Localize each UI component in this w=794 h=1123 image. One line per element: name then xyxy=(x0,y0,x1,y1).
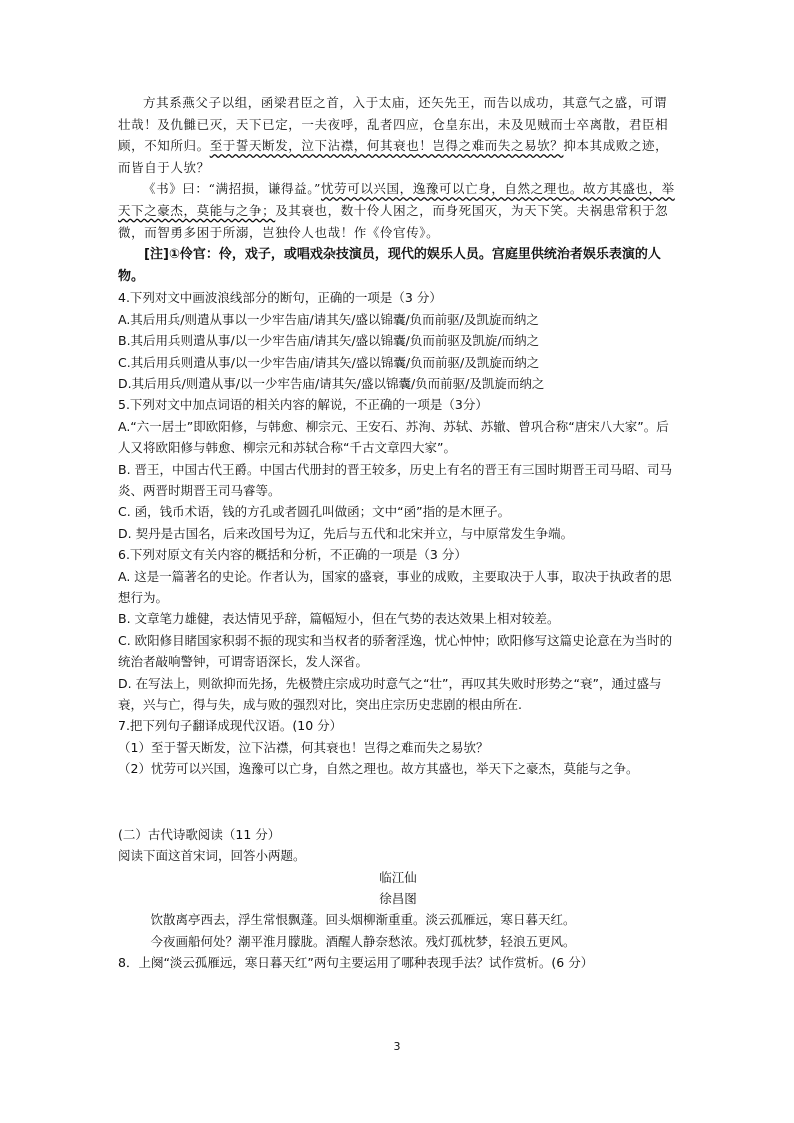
question-4-option-b: B.其后用兵则遣从事/以一少牢告庙/请其矢/盛以锦囊/负而前驱及凯旋/而纳之 xyxy=(118,333,540,349)
question-8: 8．上阕“淡云孤雁远，寒日暮天红”两句主要运用了哪种表现手法？试作赏析。(6 分） xyxy=(118,955,594,971)
passage-text: 及其衰也，数十伶人困之，而身死国灭，为天下笑。夫祸患常积于忽微，而智勇多困于所溺，岂独伶人也哉！作《伶官传》。 xyxy=(118,202,669,240)
question-7: 7.把下列句子翻译成现代汉语。(10 分） xyxy=(118,718,343,734)
passage-text: 《书》曰：“满招损，谦得益。” xyxy=(143,181,322,197)
poem-line: 饮散离亭西去，浮生常恨飘蓬。回头烟柳渐重重。淡云孤雁远，寒日暮天红。 xyxy=(150,912,576,928)
section-heading: (二）古代诗歌阅读（11 分） xyxy=(118,826,281,842)
passage-paragraph-2 xyxy=(118,178,678,243)
question-4: 4.下列对文中画波浪线部分的断句，正确的一项是（3 分） xyxy=(118,290,442,306)
question-7-item-1: （1）至于誓天断发，泣下沾襟，何其衰也！岂得之难而失之易欤？ xyxy=(118,739,489,755)
question-6-option-a: A. 这是一篇著名的史论。作者认为，国家的盛衰，事业的成败，主要取决于人事，取决于执政者的思想行为。 xyxy=(118,568,672,606)
passage-text: 方其系燕父子以组，函梁君臣之首，入于太庙，还矢先王，而告以成功，其意气之盛，可谓壮哉！及仇雠已灭，天下已定，一夫夜呼，乱者四应，仓皇东出，未及见贼而士卒离散，君臣相顾，不知所归。 xyxy=(118,95,669,154)
poem-title: 临江仙 xyxy=(379,869,417,885)
question-5: 5.下列对文中加点词语的相关内容的解说，不正确的一项是（3分） xyxy=(118,397,488,413)
question-4-option-c: C.其后用兵则遣从事/以一少牢告庙/请其矢/盛以锦囊/负而前驱/及凯旋而纳之 xyxy=(118,354,540,370)
question-7-item-2: （2）忧劳可以兴国，逸豫可以亡身，自然之理也。故方其盛也，举天下之豪杰，莫能与之争。 xyxy=(118,761,639,777)
question-4-option-d: D.其后用兵/则遣从事/以一少牢告庙/请其矢/盛以锦囊/负而前驱/及凯旋而纳之 xyxy=(118,375,545,391)
annotation-note: [注]①伶官：伶，戏子，或唱戏杂技演员，现代的娱乐人员。宫庭里供统治者娱乐表演的人物。 xyxy=(118,247,661,284)
question-6: 6.下列对原文有关内容的概括和分析，不正确的一项是（3 分） xyxy=(118,547,467,563)
exam-page xyxy=(118,92,678,974)
poem-line: 今夜画船何处？潮平淮月朦胧。酒醒人静奈愁浓。残灯孤枕梦，轻浪五更风。 xyxy=(150,933,576,949)
question-6-option-c: C. 欧阳修目睹国家积弱不振的现实和当权者的骄奢淫逸，忧心忡忡；欧阳修写这篇史论意在为当时的统治者敲响警钟，可谓寄语深长，发人深省。 xyxy=(118,632,673,670)
question-5-option-d: D. 契丹是古国名，后来改国号为辽，先后与五代和北宋并立，与中原常发生争端。 xyxy=(118,525,574,541)
passage-text: 抑本其成败之迹，而皆自于人欤？ xyxy=(118,138,669,175)
wavy-underlined-sentence: 忧劳可以兴国，逸豫可以亡身，自然之理也。故方其盛也，举天下之豪杰，莫能与之争； xyxy=(118,181,675,218)
spacer xyxy=(118,780,678,824)
question-5-option-a: A.“六一居士”即欧阳修，与韩愈、柳宗元、王安石、苏洵、苏轼、苏辙、曾巩合称“唐宋八大家”。后人又将欧阳修与韩愈、柳宗元和苏轼合称“千古文章四大家”。 xyxy=(118,418,669,456)
question-6-option-d: D. 在写法上，则欲抑而先扬，先极赞庄宗成功时意气之“壮”，再叹其失败时形势之“衰”，通过盛与衰，兴与亡，得与失，成与败的强烈对比，突出庄宗历史悲剧的根由所在. xyxy=(118,675,662,713)
passage-paragraph-1 xyxy=(118,92,678,178)
question-6-option-b: B. 文章笔力雄健，表达情见乎辞，篇幅短小，但在气势的表达效果上相对较差。 xyxy=(118,611,560,627)
question-4-option-a: A.其后用兵/则遣从事以一少牢告庙/请其矢/盛以锦囊/负而前驱/及凯旋而纳之 xyxy=(118,311,539,327)
poem-author: 徐昌图 xyxy=(379,890,417,906)
page-number: 3 xyxy=(393,1040,401,1053)
section-instruction: 阅读下面这首宋词，回答小两题。 xyxy=(118,848,306,864)
wavy-underlined-sentence: 至于誓天断发，泣下沾襟，何其衰也！岂得之难而失之易欤？ xyxy=(209,138,564,154)
question-5-option-b: B. 晋王，中国古代王爵。中国古代册封的晋王较多，历史上有名的晋王有三国时期晋王司马昭、司马炎、两晋时期晋王司马睿等。 xyxy=(118,461,673,498)
question-5-option-c: C. 函，钱币术语，钱的方孔或者圆孔叫做函；文中“函”指的是木匣子。 xyxy=(118,504,511,520)
